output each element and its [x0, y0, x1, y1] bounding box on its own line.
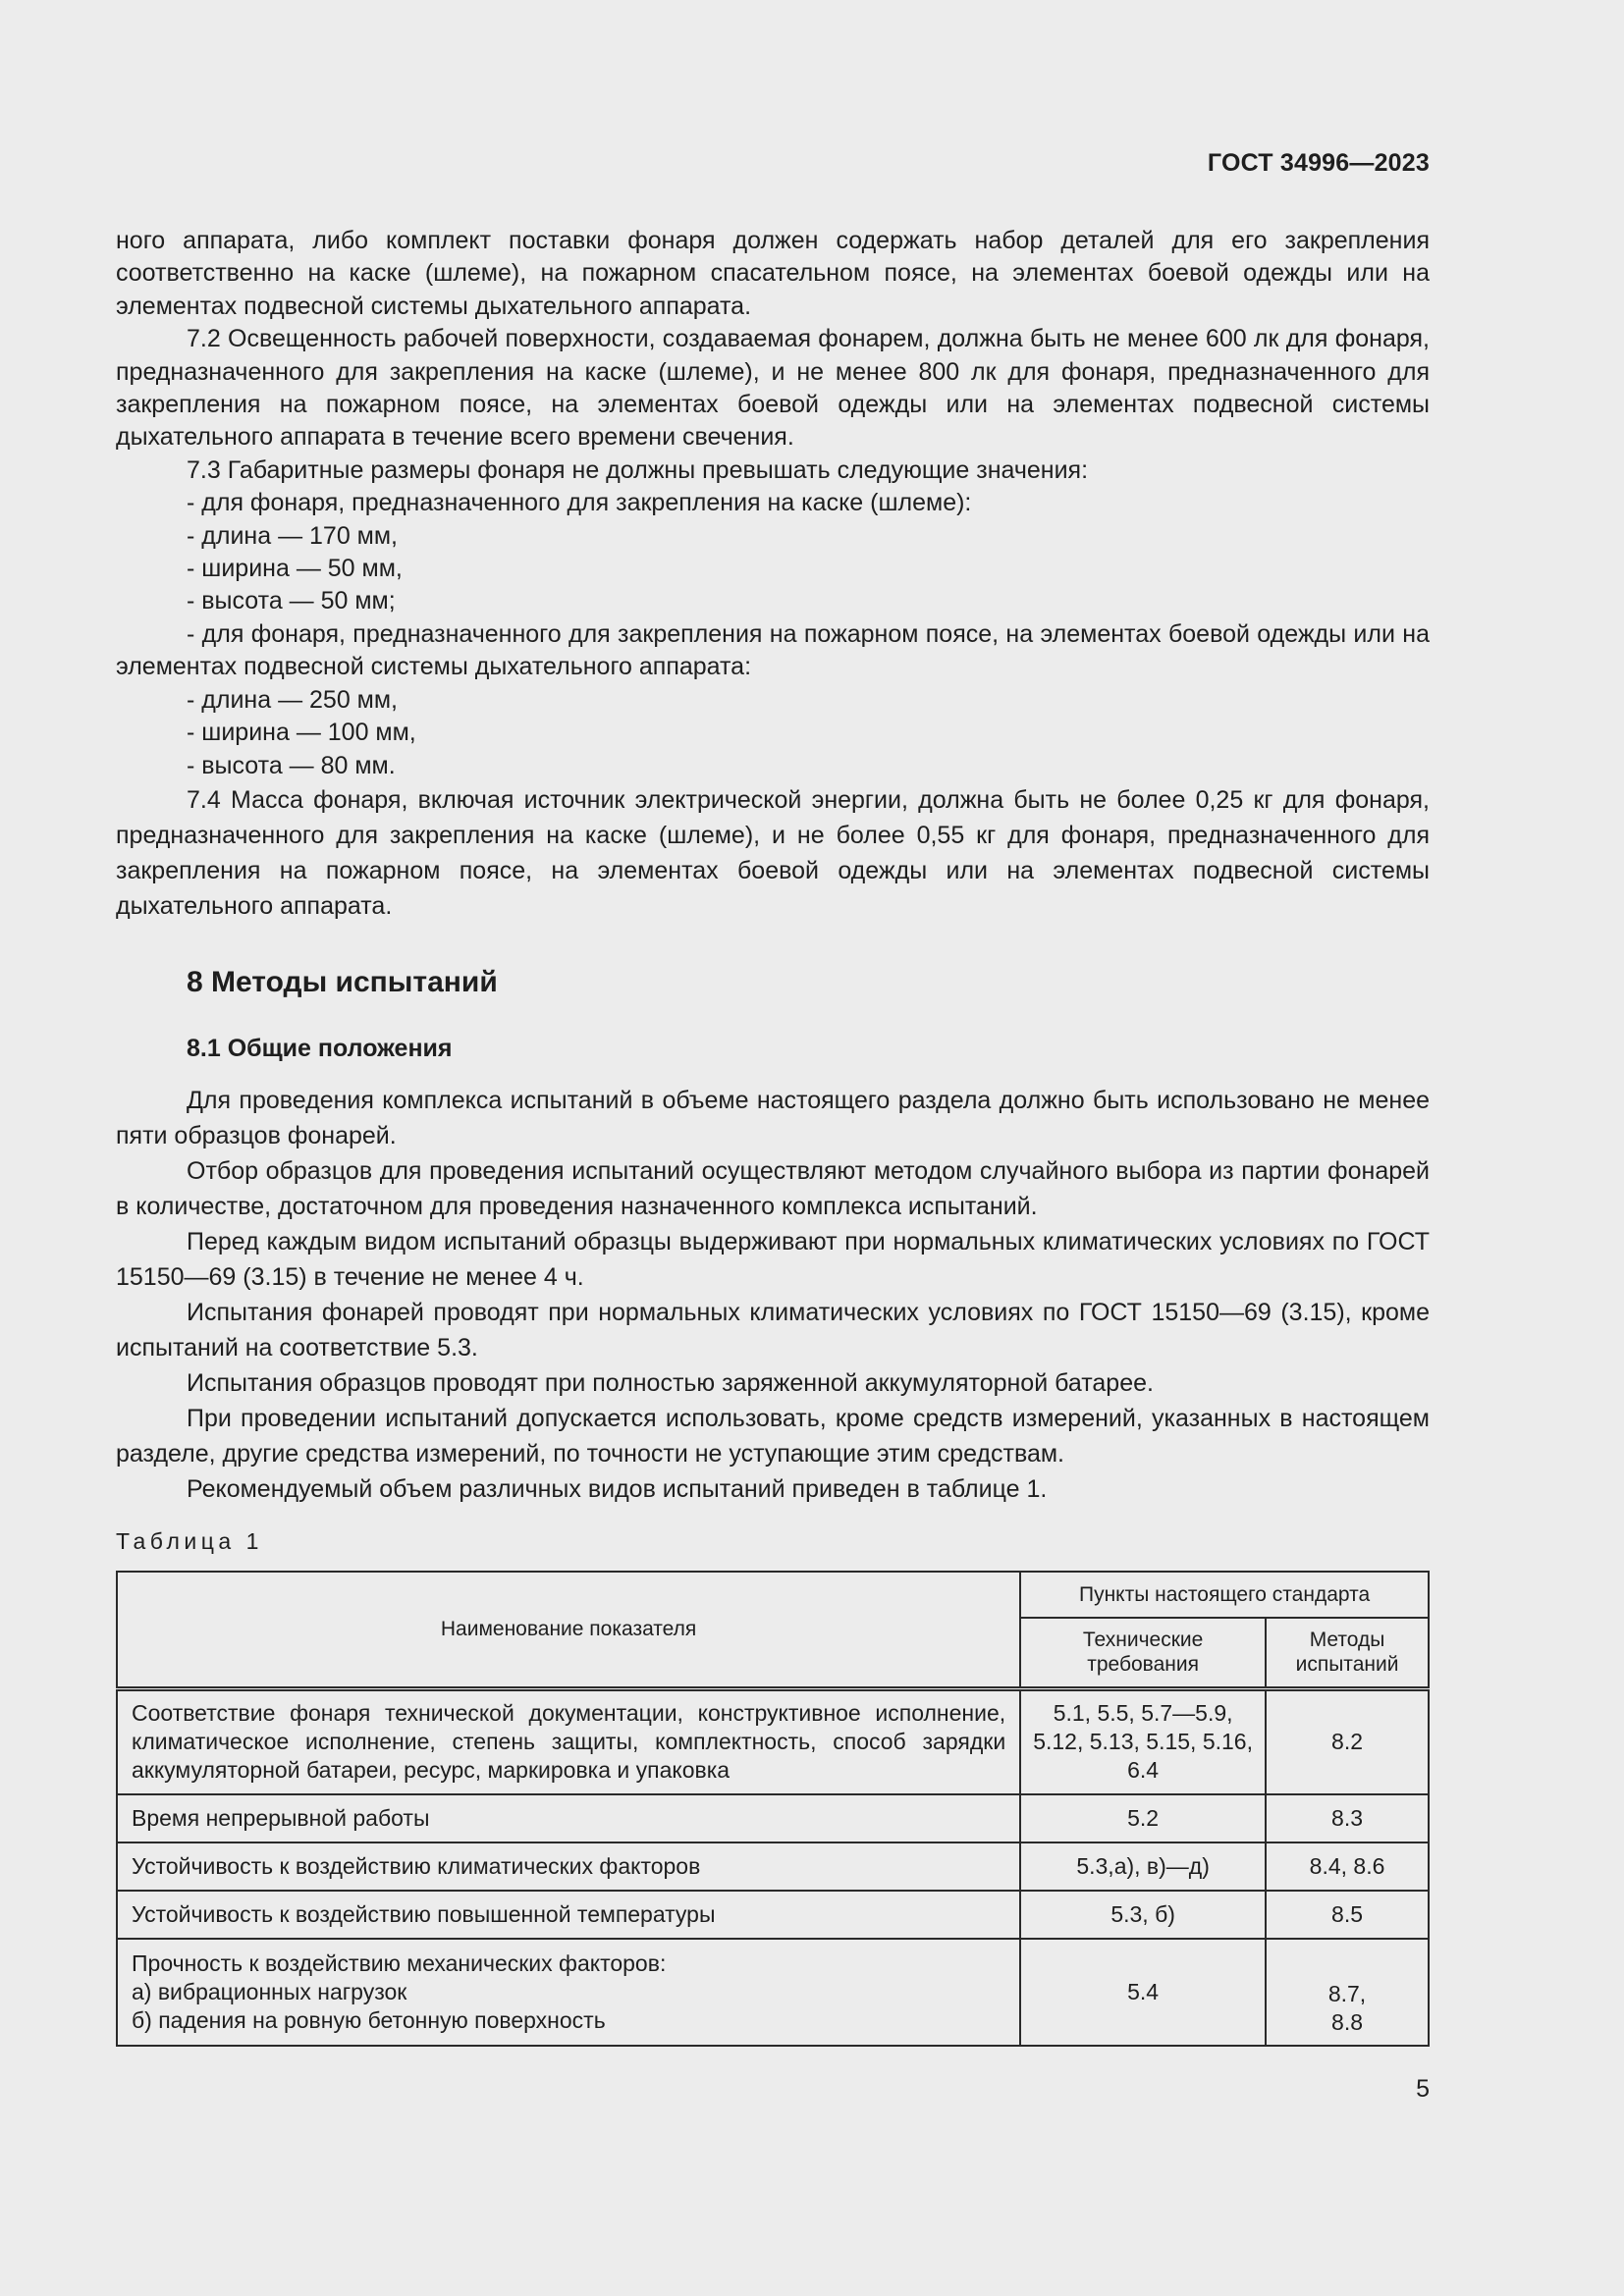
cell-name: [117, 1939, 1020, 2046]
cell-requirements: 5.3,а), в)—д): [1020, 1842, 1266, 1891]
column-header-methods: Методы испытаний: [1266, 1618, 1429, 1688]
paragraph-7-3: 7.3 Габаритные размеры фонаря не должны превышать следующие значения:: [187, 455, 1089, 484]
table-1: [116, 1571, 1430, 2047]
cell-line: 8.8: [1331, 2009, 1364, 2035]
cell-methods: 8.4, 8.6: [1266, 1842, 1429, 1891]
cell-line: 8.7,: [1327, 1981, 1367, 2006]
paragraph-7-4: 7.4 Масса фонаря, включая источник электрической энергии, должна быть не более 0,25 кг для фонаря, предназначенного для закрепления на каске (шлеме), и не более 0,55 кг для фонаря, предназначенного для закрепления на пожарном поясе, на элементах боевой одежды или на элементах подвесной системы дыхательного аппарата.: [116, 785, 1430, 920]
section-8-body: [116, 1083, 1430, 1507]
paragraph: Испытания образцов проводят при полностью заряженной аккумуляторной батарее.: [187, 1369, 1154, 1397]
table-caption: Таблица 1: [116, 1528, 263, 1554]
cell-methods: 8.2: [1266, 1688, 1429, 1794]
column-header-group: Пункты настоящего стандарта: [1020, 1572, 1429, 1618]
list-belt-intro: - для фонаря, предназначенного для закрепления на пожарном поясе, на элементах боевой одежды или на элементах подвесной системы дыхательного аппарата:: [116, 619, 1430, 681]
list-item: - ширина — 100 мм,: [187, 719, 416, 747]
cell-methods: 8.3: [1266, 1794, 1429, 1842]
table-row: [117, 1842, 1429, 1891]
cell-line: б) падения на ровную бетонную поверхность: [132, 2007, 606, 2033]
paragraph-7-2: 7.2 Освещенность рабочей поверхности, создаваемая фонарем, должна быть не менее 600 лк для фонаря, предназначенного для закрепления на каске (шлеме), и не менее 800 лк для фонаря, предназначенного для закрепления на пожарном поясе, на элементах боевой одежды или на элементах подвесной системы дыхательного аппарата в течение всего времени свечения.: [116, 325, 1430, 452]
cell-name: Соответствие фонаря технической документации, конструктивное исполнение, климатическое исполнение, степень защиты, комплектность, способ зарядки аккумуляторной батареи, ресурс, маркировка и упаковка: [117, 1688, 1020, 1794]
list-item: - высота — 80 мм.: [187, 751, 396, 779]
table-row: [117, 1939, 1429, 2046]
list-item: - ширина — 50 мм,: [187, 555, 403, 583]
list-item: - длина — 170 мм,: [187, 521, 398, 550]
list-item: - высота — 50 мм;: [187, 587, 396, 615]
continued-paragraph: ного аппарата, либо комплект поставки фонаря должен содержать набор деталей для его закрепления соответственно на каске (шлеме), на пожарном спасательном поясе, на элементах боевой одежды или на элементах подвесной системы дыхательного аппарата.: [116, 227, 1430, 320]
document-code-header: ГОСТ 34996—2023: [1207, 149, 1430, 177]
cell-methods: [1266, 1939, 1429, 2046]
cell-requirements: 5.2: [1020, 1794, 1266, 1842]
cell-name: Устойчивость к воздействию климатических факторов: [117, 1842, 1020, 1891]
table-row: [117, 1794, 1429, 1842]
cell-methods: 8.5: [1266, 1891, 1429, 1939]
list-helmet-intro: - для фонаря, предназначенного для закрепления на каске (шлеме):: [187, 489, 972, 517]
list-item: - длина — 250 мм,: [187, 685, 398, 714]
page-number: 5: [1416, 2075, 1430, 2103]
paragraph: Отбор образцов для проведения испытаний осуществляют методом случайного выбора из партии фонарей в количестве, достаточном для проведения назначенного комплекса испытаний.: [116, 1157, 1430, 1220]
cell-line: Прочность к воздействию механических факторов:: [132, 1950, 667, 1976]
cell-requirements: 5.1, 5.5, 5.7—5.9, 5.12, 5.13, 5.15, 5.16, 6.4: [1020, 1688, 1266, 1794]
cell-name: Устойчивость к воздействию повышенной температуры: [117, 1891, 1020, 1939]
paragraph: Для проведения комплекса испытаний в объеме настоящего раздела должно быть использовано не менее пяти образцов фонарей.: [116, 1087, 1430, 1149]
paragraph: Перед каждым видом испытаний образцы выдерживают при нормальных климатических условиях по ГОСТ 15150—69 (3.15) в течение не менее 4 ч.: [116, 1228, 1430, 1291]
table-row: [117, 1891, 1429, 1939]
cell-name: Время непрерывной работы: [117, 1794, 1020, 1842]
paragraph: При проведении испытаний допускается использовать, кроме средств измерений, указанных в настоящем разделе, другие средства измерений, по точности не уступающие этим средствам.: [116, 1405, 1430, 1468]
section-8-title: 8 Методы испытаний: [187, 966, 498, 998]
subsection-8-1-title: 8.1 Общие положения: [187, 1035, 453, 1062]
column-header-name: Наименование показателя: [117, 1572, 1020, 1688]
paragraph: Рекомендуемый объем различных видов испытаний приведен в таблице 1.: [187, 1475, 1048, 1503]
section-7-body: [116, 225, 1430, 924]
cell-line: а) вибрационных нагрузок: [132, 1979, 407, 2004]
paragraph: Испытания фонарей проводят при нормальных климатических условиях по ГОСТ 15150—69 (3.15), кроме испытаний на соответствие 5.3.: [116, 1299, 1430, 1362]
cell-requirements: 5.3, б): [1020, 1891, 1266, 1939]
table-row: [117, 1688, 1429, 1794]
cell-requirements: 5.4: [1020, 1939, 1266, 2046]
column-header-requirements: Технические требования: [1020, 1618, 1266, 1688]
